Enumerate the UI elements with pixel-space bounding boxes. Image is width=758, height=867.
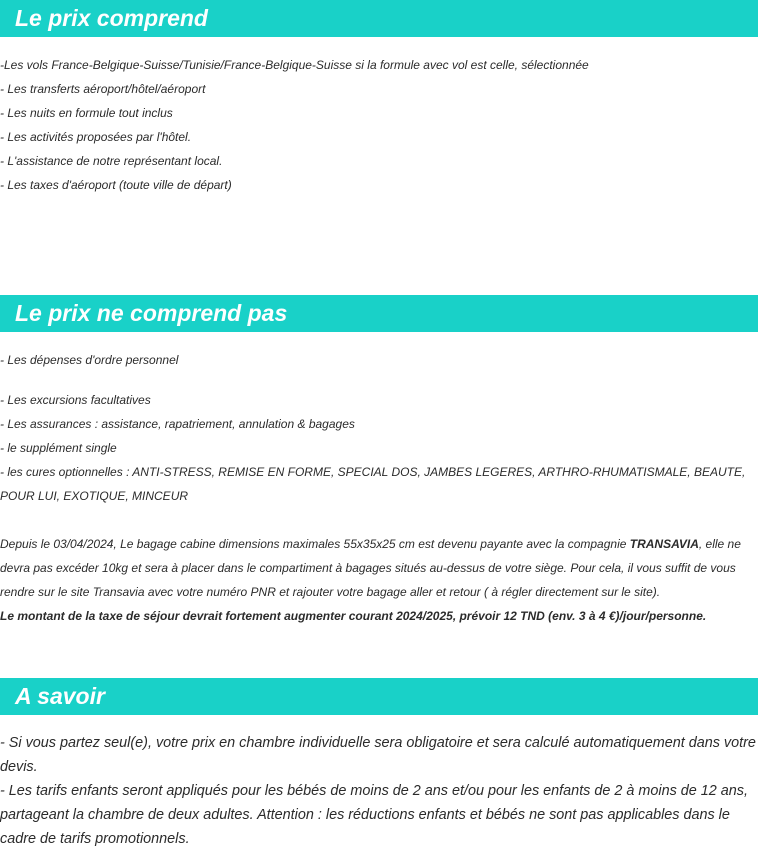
list-item: - Les transferts aéroport/hôtel/aéroport bbox=[0, 82, 206, 96]
good-to-know-list bbox=[0, 731, 758, 851]
section-title-good-to-know: A savoir bbox=[15, 683, 105, 709]
list-item: - le supplément single bbox=[0, 441, 117, 455]
list-item: - Les activités proposées par l'hôtel. bbox=[0, 130, 192, 144]
list-item: - Les taxes d'aéroport (toute ville de départ) bbox=[0, 178, 232, 192]
list-item: - Si vous partez seul(e), votre prix en chambre individuelle sera obligatoire et sera calculé automatiquement dans votre devis. bbox=[0, 735, 756, 775]
not-included-list bbox=[0, 348, 758, 628]
list-item: - Les excursions facultatives bbox=[0, 393, 151, 407]
airline-name: TRANSAVIA bbox=[629, 537, 699, 551]
list-item: - les cures optionnelles : ANTI-STRESS, REMISE EN FORME, SPECIAL DOS, JAMBES LEGERES, ARTHRO-RHUMATISMALE, BEAUTE, POUR LUI, EXOTIQUE, MINCEUR bbox=[0, 465, 746, 503]
list-item: - L'assistance de notre représentant local. bbox=[0, 154, 223, 168]
list-item: -Les vols France-Belgique-Suisse/Tunisie/France-Belgique-Suisse si la formule avec vol est celle, sélectionnée bbox=[0, 58, 589, 72]
section-header-not-included bbox=[0, 295, 758, 332]
section-header-good-to-know bbox=[0, 678, 758, 715]
baggage-note-text-end: , elle ne devra pas excéder 10kg et sera à placer dans le compartiment à bagages situés au-dessus de votre siège. Pour cela, il vous suffit de vous rendre sur le site Transavia avec votre numéro PNR et rajouter votre bagage aller et retour ( à régler directement sur le site). bbox=[0, 537, 741, 599]
section-title-not-included: Le prix ne comprend pas bbox=[15, 300, 288, 326]
baggage-note-text: Depuis le 03/04/2024, Le bagage cabine dimensions maximales 55x35x25 cm est devenu payante avec la compagnie bbox=[0, 537, 630, 551]
section-header-included bbox=[0, 0, 758, 37]
list-item: - Les tarifs enfants seront appliqués pour les bébés de moins de 2 ans et/ou pour les enfants de 2 à moins de 12 ans, partageant la chambre de deux adultes. Attention : les réductions enfants et bébés ne sont pas applicables dans le cadre de tarifs promotionnels. bbox=[0, 783, 748, 847]
list-item: - Les assurances : assistance, rapatriement, annulation & bagages bbox=[0, 417, 355, 431]
tourist-tax-note: Le montant de la taxe de séjour devrait fortement augmenter courant 2024/2025, prévoir 12 TND (env. 3 à 4 €)/jour/personne. bbox=[0, 609, 707, 623]
list-item: - Les nuits en formule tout inclus bbox=[0, 106, 173, 120]
included-list bbox=[0, 53, 758, 197]
list-item: - Les dépenses d'ordre personnel bbox=[0, 353, 179, 367]
section-title-included: Le prix comprend bbox=[15, 5, 208, 31]
baggage-note bbox=[0, 532, 758, 604]
